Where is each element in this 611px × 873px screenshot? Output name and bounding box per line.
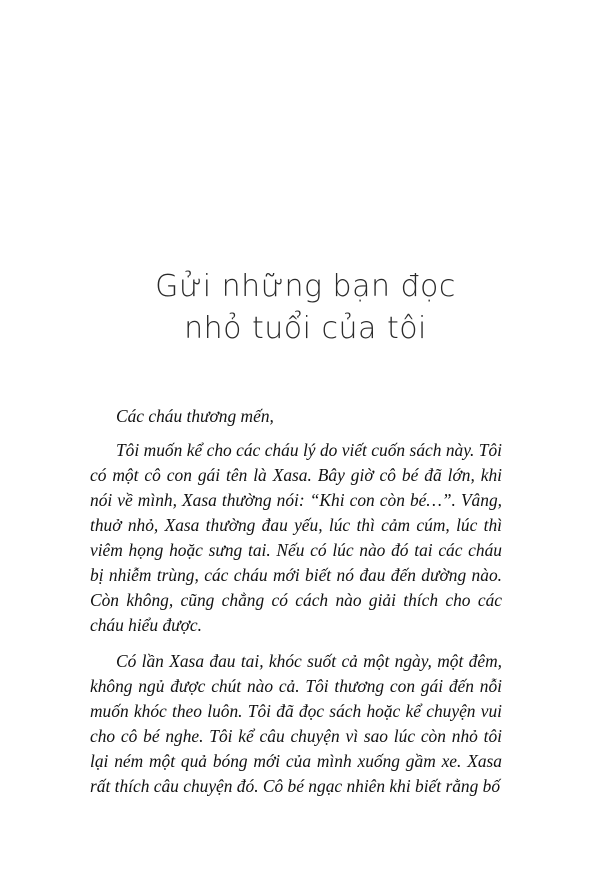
- paragraph-2: Có lần Xasa đau tai, khóc suốt cả một ngày, một đêm, không ngủ được chút nào cả. Tôi thương con gái đến nỗi muốn khóc theo luôn. Tôi đã đọc sách hoặc kể chuyện vui cho cô bé nghe. Tôi kể câu chuyện vì sao lúc còn nhỏ tôi lại ném một quả bóng mới của mình xuống gầm xe. Xasa rất thích câu chuyện đó. Cô bé ngạc nhiên khi biết rằng bố: [90, 651, 502, 796]
- chapter-title-line-1: Gửi những bạn đọc: [155, 269, 456, 304]
- letter-greeting: Các cháu thương mến,: [116, 406, 274, 426]
- letter-body: [90, 404, 502, 799]
- paragraph-1: Tôi muốn kể cho các cháu lý do viết cuốn sách này. Tôi có một cô con gái tên là Xasa. Bây giờ cô bé đã lớn, khi nói về mình, Xasa thường nói: “Khi con còn bé…”. Vâng, thuở nhỏ, Xasa thường đau yếu, lúc thì cảm cúm, lúc thì viêm họng hoặc sưng tai. Nếu có lúc nào đó tai các cháu bị nhiễm trùng, các cháu mới biết nó đau đến dường nào. Còn không, cũng chẳng có cách nào giải thích cho các cháu hiểu được.: [90, 440, 502, 635]
- chapter-title-line-2: nhỏ tuổi của tôi: [184, 311, 427, 346]
